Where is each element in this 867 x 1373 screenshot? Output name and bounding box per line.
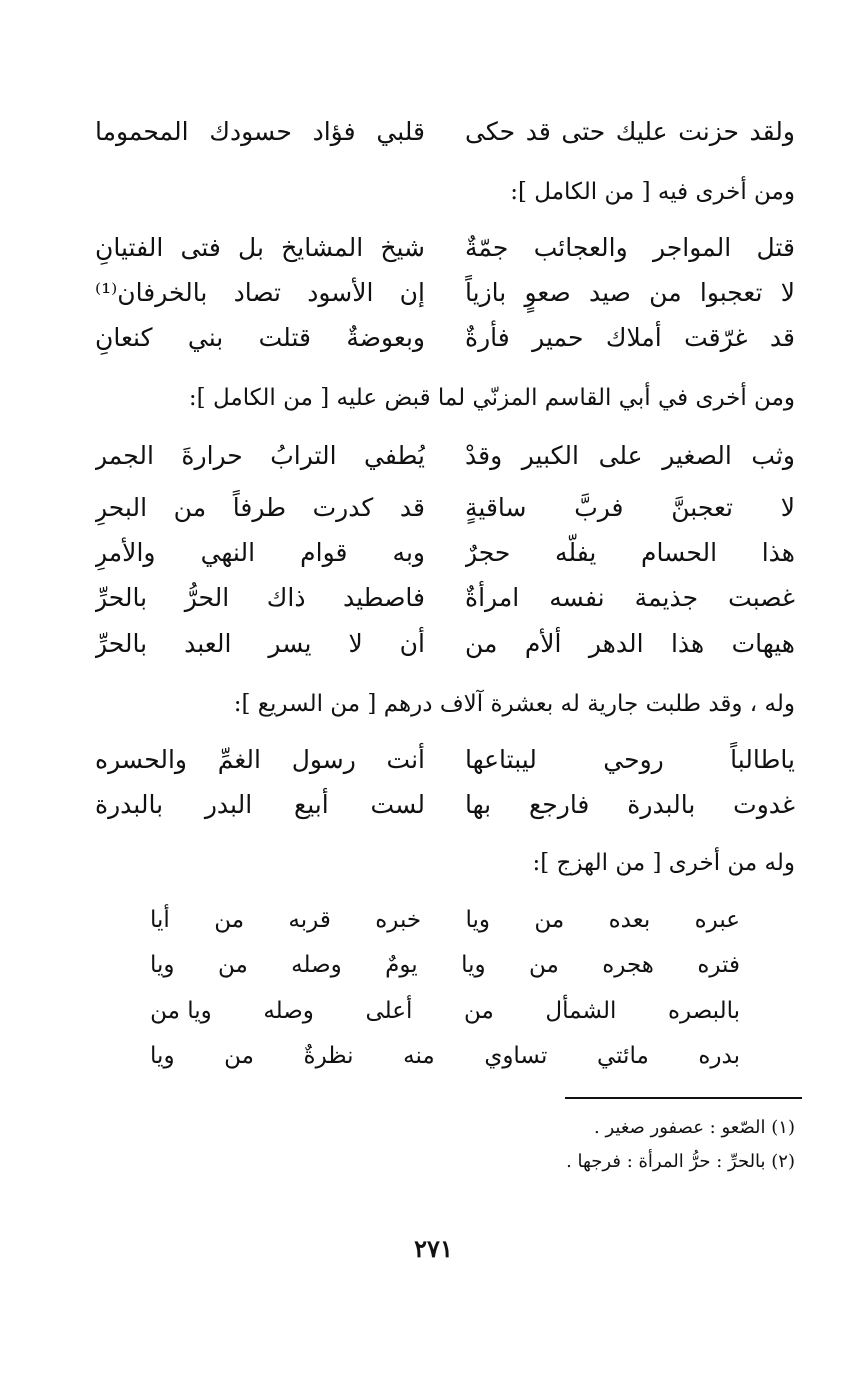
hemistich-left: وبعوضةٌ قتلت بني كنعانِ	[95, 323, 425, 352]
verse-word: مائتي	[596, 1043, 649, 1069]
verse-word: من	[534, 907, 565, 933]
verse-line	[150, 991, 740, 1031]
verse-line	[150, 945, 740, 985]
verse-word: ويا	[465, 907, 491, 933]
verse-word: من	[528, 952, 559, 978]
hemistich-left: وبه قوام النهي والأمرِ	[95, 538, 425, 567]
verse-word: بدره	[698, 1043, 740, 1069]
hemistich-right: غدوت بالبدرة فارجع بها	[465, 790, 795, 819]
verse-line	[95, 578, 795, 618]
verse-line	[150, 900, 740, 940]
hemistich-right: قد غرّقت أملاك حمير فأرةٌ	[465, 323, 795, 352]
footnote: (٢) بالحرِّ : حرُّ المرأة : فرجها .	[566, 1151, 795, 1172]
footnote-divider	[565, 1097, 802, 1099]
verse-word: ويا	[150, 952, 175, 978]
verse-line	[95, 785, 795, 825]
verse-word: فتره	[697, 952, 740, 978]
verse-line	[95, 624, 795, 664]
verse-line	[95, 228, 795, 268]
verse-word: بعده	[608, 907, 651, 933]
hemistich-right: لا تعجبنَّ فربَّ ساقيةٍ	[465, 493, 795, 522]
footnote: (١) الصّعو : عصفور صغير .	[594, 1117, 795, 1138]
hemistich-left: أنت رسول الغمِّ والحسره	[95, 745, 425, 774]
hemistich-left: فاصطيد ذاك الحرُّ بالحرِّ	[95, 583, 425, 612]
verse-word: ويا	[150, 1043, 175, 1069]
hemistich-right: لا تعجبوا من صيد صعوٍ بازياً	[465, 278, 795, 307]
verse-word: أيا	[150, 907, 170, 933]
verse-word: بالبصره	[667, 998, 740, 1024]
hemistich-left: قلبي فؤاد حسودك المحموما	[95, 117, 425, 146]
verse-word: من	[224, 1043, 254, 1069]
verse-word: يومٌ	[385, 952, 418, 978]
verse-word: عبره	[694, 907, 740, 933]
verse-word: تساوي	[484, 1043, 548, 1069]
hemistich-right: غصبت جذيمة نفسه امرأةٌ	[465, 583, 795, 612]
hemistich-right: هذا الحسام يفلّه حجرٌ	[465, 538, 795, 567]
hemistich-left: لست أبيع البدر بالبدرة	[95, 790, 425, 819]
page-number: ٢٧١	[414, 1234, 453, 1263]
hemistich-right: وثب الصغير على الكبير وقدْ	[465, 441, 795, 470]
hemistich-right: ولقد حزنت عليك حتى قد حكى	[465, 117, 795, 146]
section-intro-4: وله من أخرى [ من الهزج ]:	[532, 850, 795, 876]
verse-word: أعلى	[365, 998, 413, 1024]
verse-word: منه	[403, 1043, 435, 1069]
hemistich-right: هيهات هذا الدهر ألأم من	[465, 629, 795, 658]
section-intro-3: وله ، وقد طلبت جارية له بعشرة آلاف درهم [ من السريع ]:	[233, 691, 795, 717]
verse-line	[95, 112, 795, 152]
verse-line	[95, 273, 795, 313]
section-intro-1: ومن أخرى فيه [ من الكامل ]:	[510, 179, 795, 205]
hemistich-left: قد كدرت طرفاً من البحرِ	[95, 493, 425, 522]
verse-line	[95, 436, 795, 476]
hemistich-left: إن الأسود تصاد بالخرفان⁽¹⁾	[95, 278, 425, 307]
section-intro-2: ومن أخرى في أبي القاسم المزنّي لما قبض عليه [ من الكامل ]:	[188, 385, 795, 411]
verse-line	[95, 740, 795, 780]
hemistich-left: شيخ المشايخ بل فتى الفتيانِ	[95, 233, 425, 262]
verse-word: وصله	[263, 998, 314, 1024]
verse-word: قربه	[288, 907, 331, 933]
verse-word: ويا من	[150, 998, 212, 1024]
verse-word: الشمأل	[545, 998, 617, 1024]
verse-word: خبره	[375, 907, 422, 933]
verse-word: نظرةٌ	[303, 1043, 354, 1069]
verse-word: وصله	[291, 952, 342, 978]
verse-word: من	[464, 998, 494, 1024]
verse-word: من	[214, 907, 245, 933]
verse-line	[150, 1036, 740, 1076]
verse-word: ويا	[461, 952, 486, 978]
verse-line	[95, 488, 795, 528]
hemistich-right: قتل المواجر والعجائب جمّةٌ	[465, 233, 795, 262]
verse-line	[95, 318, 795, 358]
hemistich-left: يُطفي الترابُ حرارةَ الجمر	[95, 441, 425, 470]
hemistich-left: أن لا يسر العبد بالحرِّ	[95, 629, 425, 658]
verse-word: من	[217, 952, 248, 978]
verse-word: هجره	[602, 952, 654, 978]
hemistich-right: ياطالباً روحي ليبتاعها	[465, 745, 795, 774]
verse-line	[95, 533, 795, 573]
